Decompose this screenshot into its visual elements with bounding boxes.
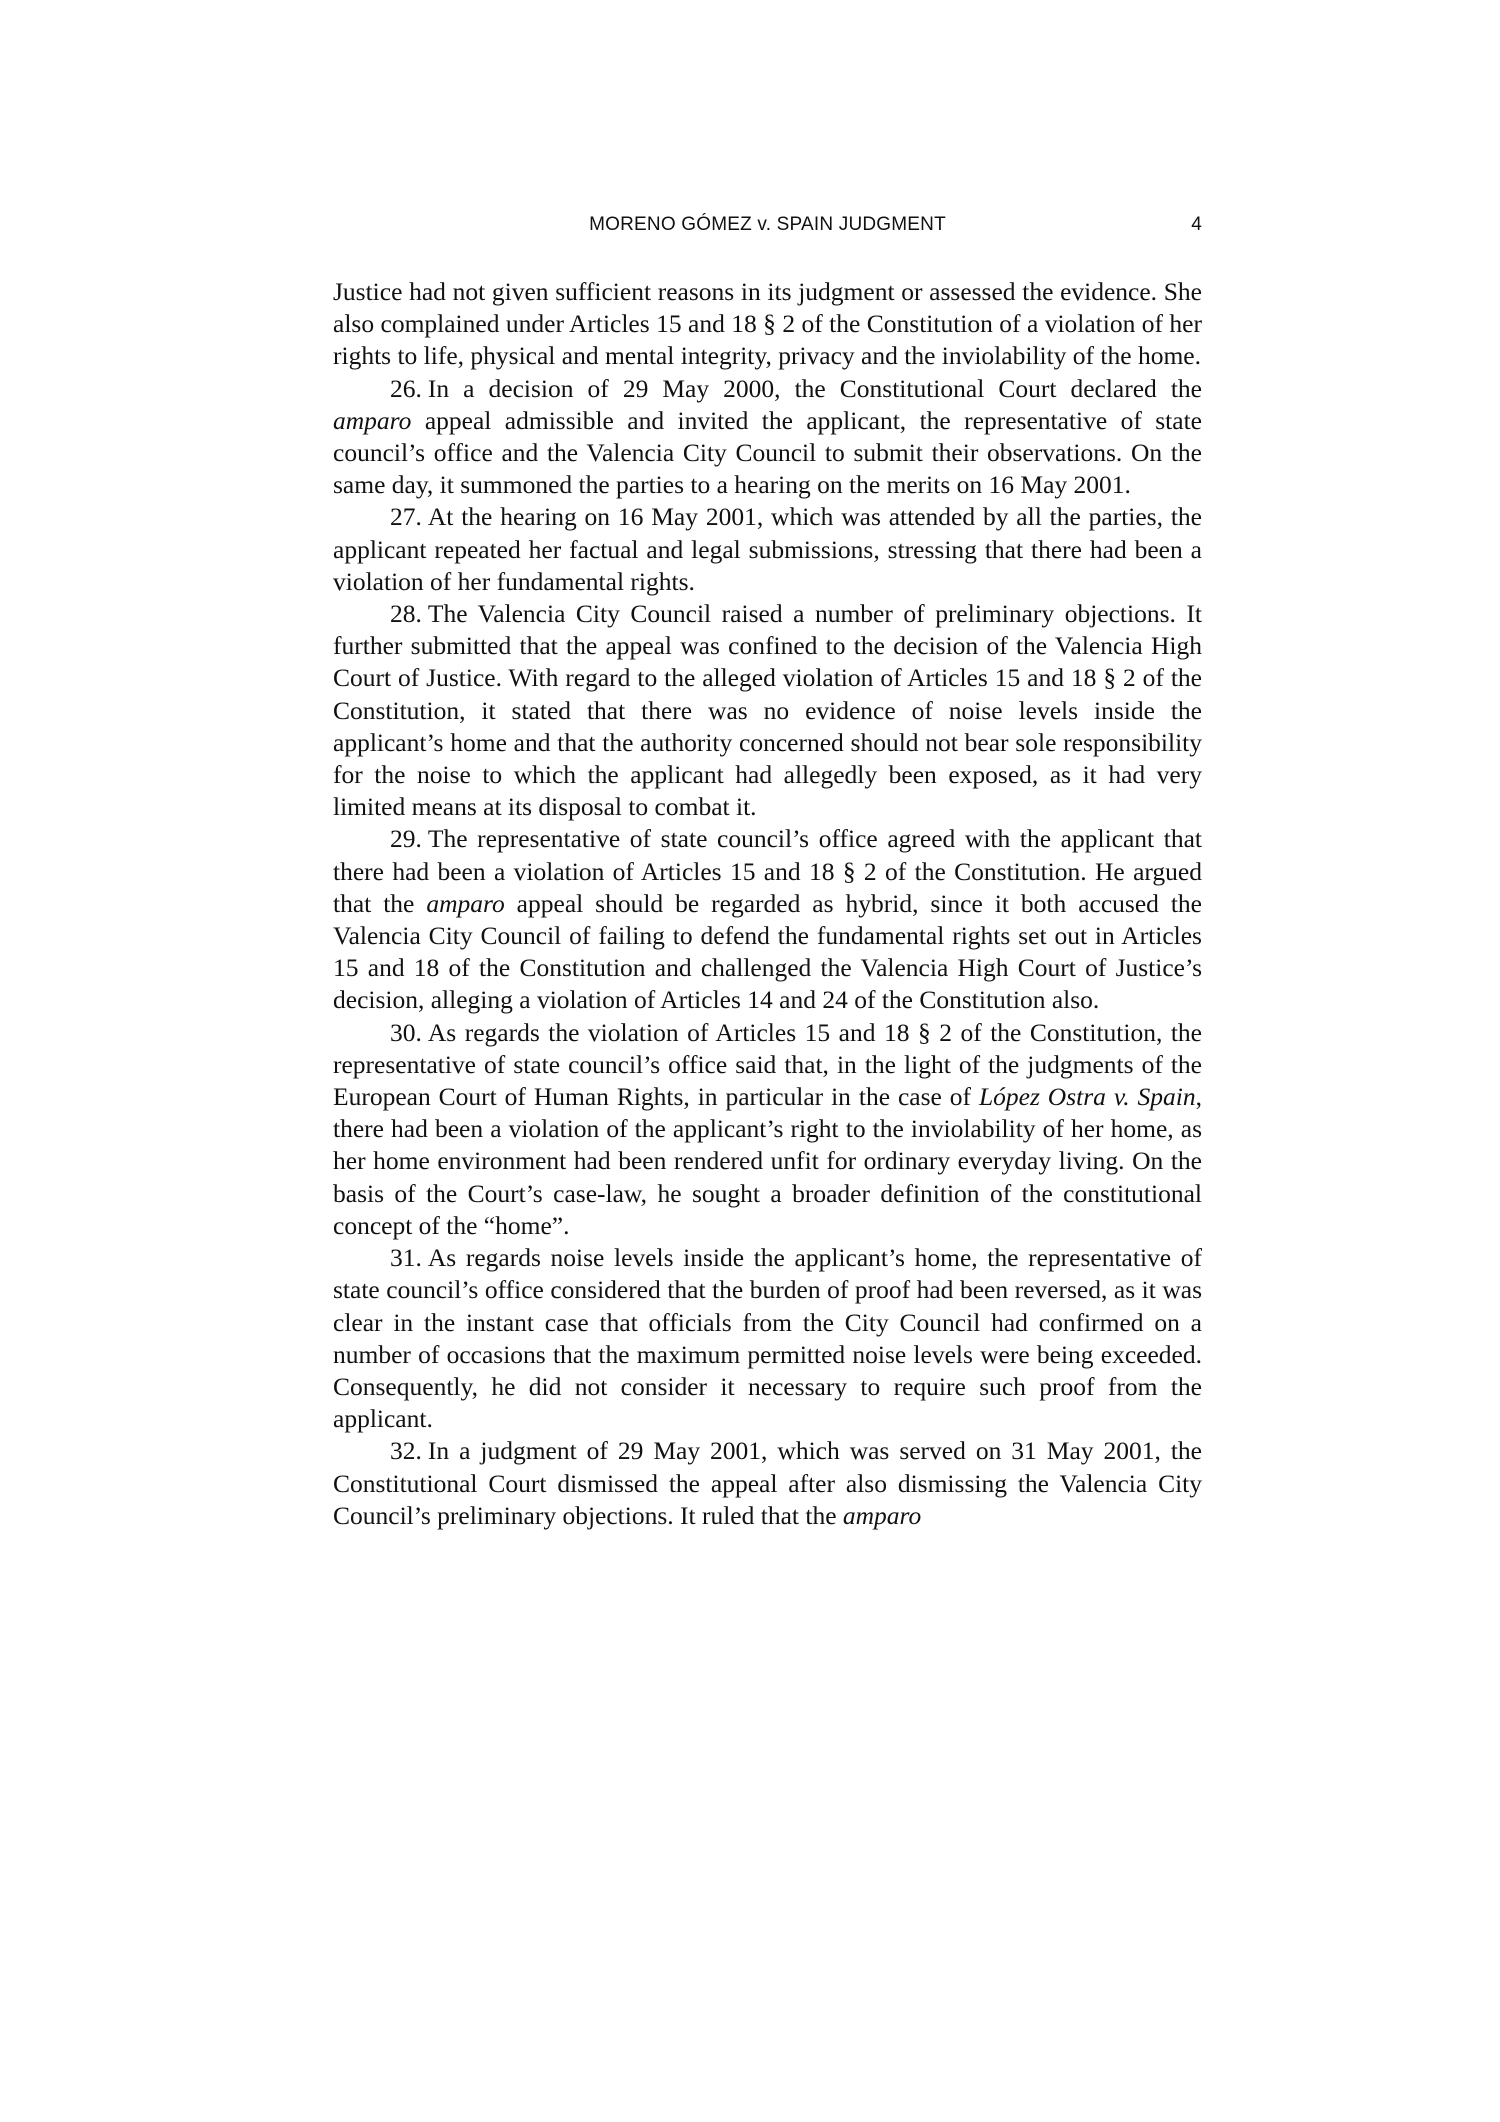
paragraph-text: As regards noise levels inside the applicant’s home, the representative of state council’s office considered that the burden of proof had been reversed, as it was clear in the instant case that officials from the City Council had confirmed on a number of occasions that the maximum permitted noise levels were being exceeded. Consequently, he did not consider it necessary to require such proof from the applicant. (333, 1243, 1202, 1434)
paragraph-26 (333, 373, 1202, 502)
paragraph-32 (333, 1435, 1202, 1532)
paragraph-text: , there had been a violation of the applicant’s right to the inviolability of her home, as her home environment had been rendered unfit for ordinary everyday living. On the basis of the Court’s case-law, he sought a broader definition of the constitutional concept of the “home”. (333, 1082, 1203, 1240)
paragraph-number: 32. (390, 1436, 422, 1466)
italic-term: amparo (333, 405, 412, 435)
paragraph-text: In a decision of 29 May 2000, the Constitutional Court declared the (427, 373, 1202, 403)
paragraph-29 (333, 823, 1202, 1016)
paragraph-number: 27. (390, 502, 422, 532)
paragraph-31 (333, 1242, 1202, 1435)
paragraph-text: Justice had not given sufficient reasons in its judgment or assessed the evidence. She also complained under Articles 15 and 18 § 2 of the Constitution of a violation of her rights to life, physical and mental integrity, privacy and the inviolability of the home. (333, 277, 1202, 371)
italic-term: amparo (842, 1500, 922, 1530)
page-number: 4 (1191, 214, 1202, 235)
paragraph-text: The representative of state council’s office agreed with the applicant that there had been a violation of Articles 15 and 18 § 2 of the Constitution. He argued that the (333, 824, 1202, 918)
paragraph-27 (333, 501, 1202, 598)
paragraph-number: 26. (390, 373, 422, 403)
paragraph-number: 29. (390, 824, 422, 854)
judgment-body (333, 276, 1202, 1532)
paragraph-number: 31. (390, 1243, 422, 1273)
paragraph-text: The Valencia City Council raised a number of preliminary objections. It further submitted that the appeal was confined to the decision of the Valencia High Court of Justice. With regard to the alleged violation of Articles 15 and 18 § 2 of the Constitution, it stated that there was no evidence of noise levels inside the applicant’s home and that the authority concerned should not bear sole responsibility for the noise to which the applicant had allegedly been exposed, as it had very limited means at its disposal to combat it. (333, 599, 1202, 822)
paragraph-number: 30. (390, 1017, 422, 1047)
paragraph-text: appeal should be regarded as hybrid, since it both accused the Valencia City Council of failing to defend the fundamental rights set out in Articles 15 and 18 of the Constitution and challenged the Valencia High Court of Justice’s decision, alleging a violation of Articles 14 and 24 of the Constitution also. (333, 888, 1202, 1015)
paragraph-28 (333, 598, 1202, 823)
paragraph-continuation (333, 276, 1202, 373)
case-citation: López Ostra v. Spain (978, 1082, 1196, 1112)
paragraph-number: 28. (390, 599, 422, 629)
page-header (333, 214, 1202, 244)
paragraph-text: In a judgment of 29 May 2001, which was served on 31 May 2001, the Constitutional Court dismissed the appeal after also dismissing the Valencia City Council’s preliminary objections. It ruled that the (333, 1436, 1202, 1530)
paragraph-30 (333, 1017, 1202, 1242)
paragraph-text: At the hearing on 16 May 2001, which was attended by all the parties, the applicant repeated her factual and legal submissions, stressing that there had been a violation of her fundamental rights. (333, 502, 1202, 596)
paragraph-text: appeal admissible and invited the applicant, the representative of state council’s office and the Valencia City Council to submit their observations. On the same day, it summoned the parties to a hearing on the merits on 16 May 2001. (333, 405, 1202, 500)
paragraph-text: As regards the violation of Articles 15 and 18 § 2 of the Constitution, the representative of state council’s office said that, in the light of the judgments of the European Court of Human Rights, in particular in the case of (333, 1017, 1202, 1112)
running-title: MORENO GÓMEZ v. SPAIN JUDGMENT (589, 214, 946, 235)
italic-term: amparo (426, 888, 505, 918)
